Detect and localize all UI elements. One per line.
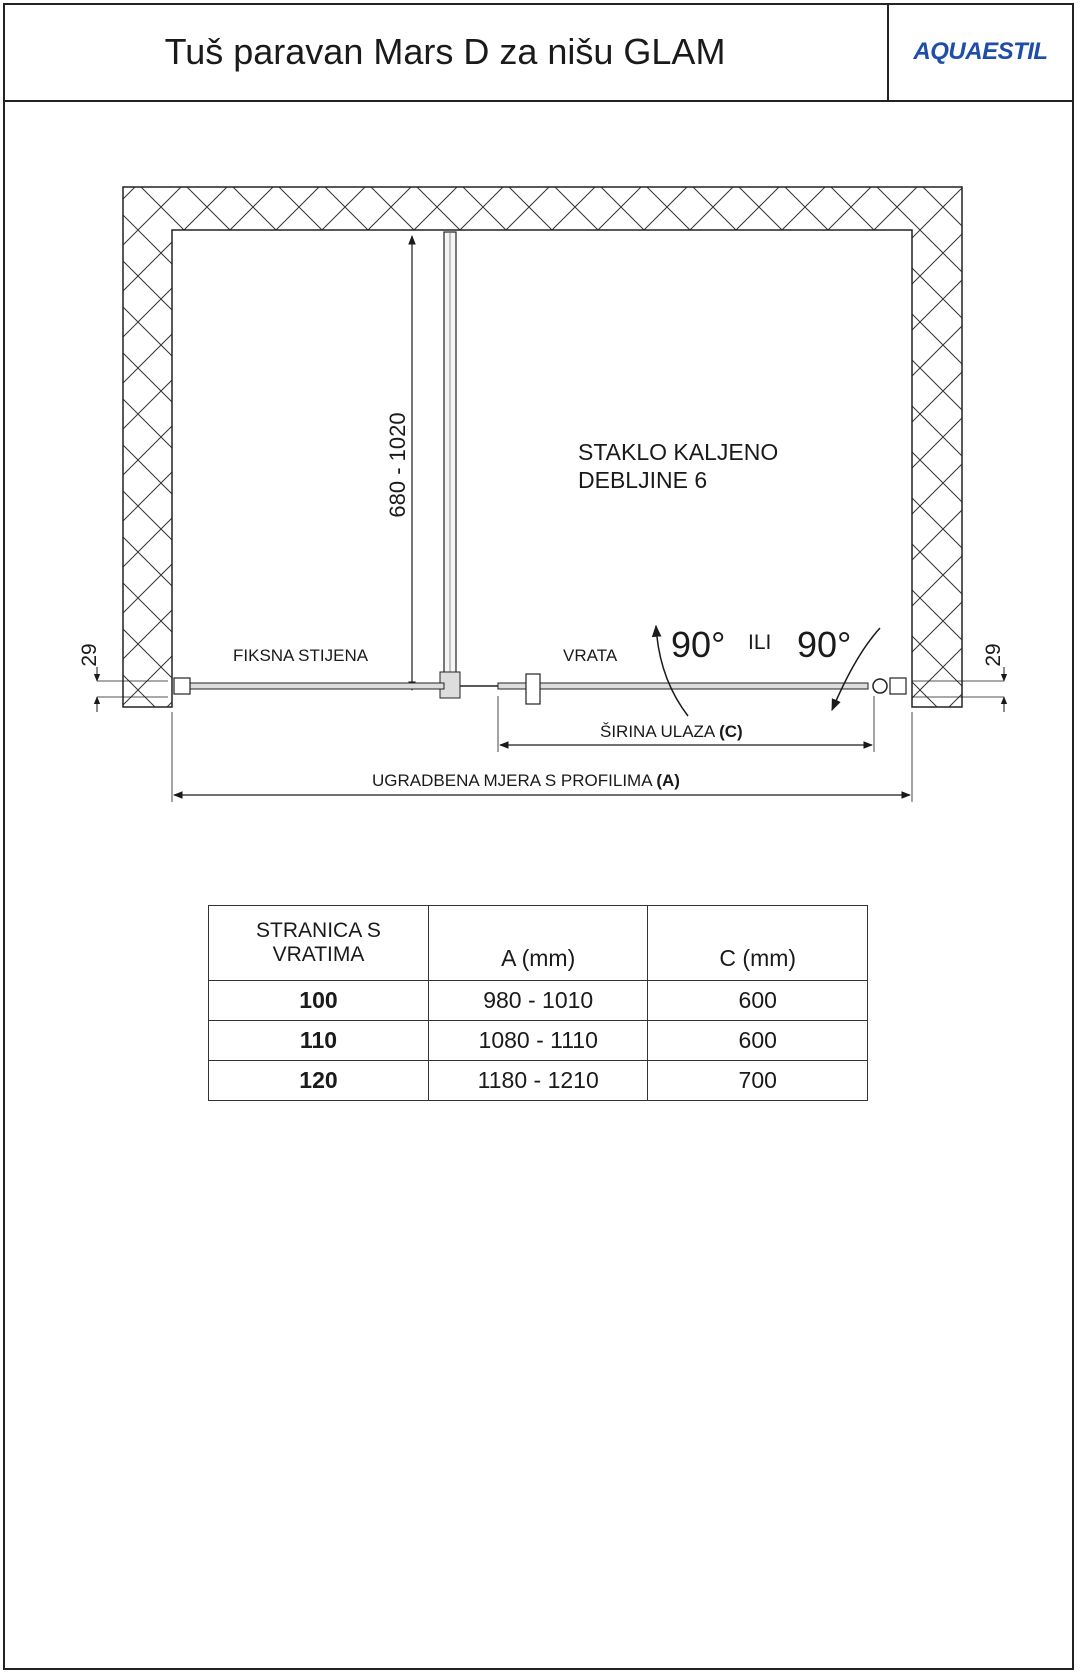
entry-width-text: ŠIRINA ULAZA: [600, 722, 715, 741]
table-row: [209, 981, 868, 1021]
right-offset-dim: 29: [982, 643, 1005, 667]
install-width-code: (A): [656, 771, 680, 790]
brand-logo: AQUAESTIL: [913, 37, 1048, 65]
table-cell-c: 600: [648, 1021, 868, 1061]
table-header-row: [209, 906, 868, 981]
table-row: [209, 1061, 868, 1101]
table-row: [209, 1021, 868, 1061]
table-cell-a: 980 - 1010: [428, 981, 648, 1021]
fixed-panel-label: FIKSNA STIJENA: [233, 646, 369, 665]
install-width-label: [372, 771, 680, 790]
angle-right-label: 90°: [797, 624, 852, 665]
table-cell-c: 600: [648, 981, 868, 1021]
door-glass-plan: [498, 683, 868, 689]
right-hinge: [873, 679, 887, 693]
door-label: VRATA: [563, 646, 618, 665]
entry-width-label: [600, 722, 743, 741]
or-label: ILI: [748, 631, 772, 654]
door-handle: [526, 674, 540, 704]
table-cell-size: 120: [209, 1061, 429, 1101]
table-cell-a: 1180 - 1210: [428, 1061, 648, 1101]
table-cell-a: 1080 - 1110: [428, 1021, 648, 1061]
table-cell-size: 100: [209, 981, 429, 1021]
right-wall-profile: [890, 678, 906, 694]
fixed-glass-plan: [176, 683, 444, 689]
glass-note-line2: DEBLJINE 6: [578, 467, 708, 493]
left-offset-dim: 29: [78, 643, 101, 667]
table-cell-c: 700: [648, 1061, 868, 1101]
entry-width-code: (C): [719, 722, 743, 741]
table-header-a: A (mm): [428, 906, 648, 981]
table-header-c: C (mm): [648, 906, 868, 981]
spec-table: [208, 905, 868, 1101]
left-wall-profile: [174, 678, 190, 694]
table-cell-size: 110: [209, 1021, 429, 1061]
page-title: Tuš paravan Mars D za nišu GLAM: [164, 30, 726, 72]
angle-left-label: 90°: [671, 624, 726, 665]
glass-note-line1: STAKLO KALJENO: [578, 439, 779, 465]
height-dimension-label: 680 - 1020: [385, 412, 410, 518]
install-width-text: UGRADBENA MJERA S PROFILIMA: [372, 771, 652, 790]
table-header-side: STRANICA S VRATIMA: [209, 906, 429, 981]
